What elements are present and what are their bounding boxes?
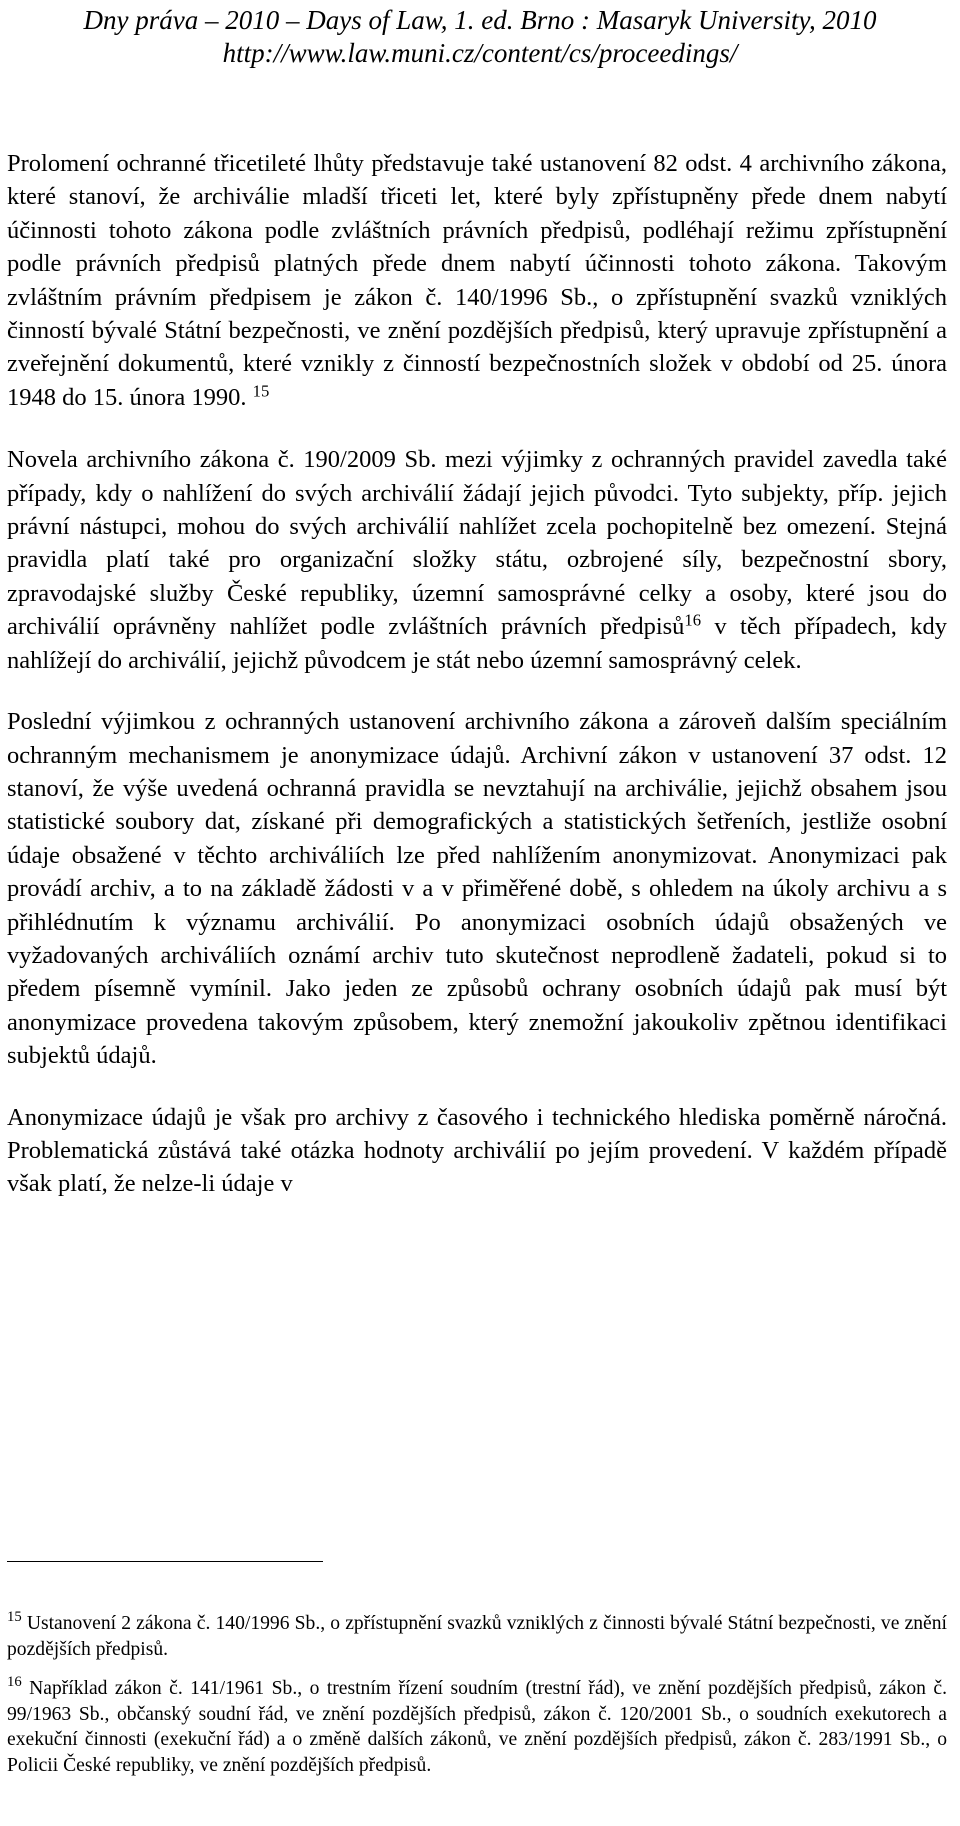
footnote-ref-16: 16 [684, 610, 702, 630]
footnote-number: 15 [7, 1608, 22, 1625]
paragraph-2-text-before: Novela archivního zákona č. 190/2009 Sb. mezi výjimky z ochranných pravidel zavedla také případy, kdy o nahlížení do svých archiválií žádají jejich původci. Tyto subjekty, příp. jejich právní nástupci, mohou do svých archiválií nahlížet zcela pochopitelně bez omezení. Stejná pravidla platí také pro organizační složky státu, ozbrojené síly, bezpečnostní sbory, zpravodajské služby České republiky, územní samosprávné celky a osoby, které jsou do archiválií oprávněny nahlížet podle zvláštních právních předpisů [7, 446, 947, 641]
paragraph-4: Anonymizace údajů je však pro archivy z časového i technického hlediska poměrně náročná. Problematická zůstává také otázka hodnoty archiválií po jejím provedení. V každém případě však platí, že nelze-li údaje v [7, 1103, 947, 1198]
header-citation: Dny práva – 2010 – Days of Law, 1. ed. Brno : Masaryk University, 2010 [83, 5, 877, 35]
footnote-separator [7, 1561, 323, 1562]
footnote-15 [7, 1608, 947, 1662]
header-url: http://www.law.muni.cz/content/cs/proceedings/ [222, 38, 738, 68]
footnote-ref-15: 15 [252, 381, 270, 401]
main-text [7, 147, 947, 1230]
footnote-text: Ustanovení 2 zákona č. 140/1996 Sb., o zpřístupnění svazků vzniklých z činnosti bývalé Státní bezpečnosti, ve znění pozdějších předpisů. [7, 1613, 947, 1660]
page-header [0, 4, 960, 70]
footnote-text: Například zákon č. 141/1961 Sb., o trestním řízení soudním (trestní řád), ve znění pozdějších předpisů, zákon č. 99/1963 Sb., občanský soudní řád, ve znění pozdějších předpisů, zákon č. 120/2001 Sb., o soudních exekutorech a exekuční činnosti (exekuční řád) a o změně dalších zákonů, ve znění pozdějších předpisů, zákon č. 283/1991 Sb., o Policii České republiky, ve znění pozdějších předpisů. [7, 1678, 947, 1776]
footnote-number: 16 [7, 1674, 22, 1691]
paragraph-3: Poslední výjimkou z ochranných ustanovení archivního zákona a zároveň dalším speciálním ochranným mechanismem je anonymizace údajů. Archivní zákon v ustanovení 37 odst. 12 stanoví, že výše uvedená ochranná pravidla se nevztahují na archiválie, jejichž obsahem jsou statistické soubory dat, získané při demografických a statistických šetřeních, jestliže osobní údaje obsažené v těchto archiváliích lze před nahlížením anonymizovat. Anonymizaci pak provádí archiv, a to na základě žádosti v a v přiměřené době, s ohledem na úkoly archivu a s přihlédnutím k významu archiválií. Po anonymizaci osobních údajů obsažených ve vyžadovaných archiváliích oznámí archiv tuto skutečnost neprodleně žadateli, pokud si to předem písemně vymínil. Jako jeden ze způsobů ochrany osobních údajů pak musí být anonymizace provedena takovým způsobem, který znemožní jakoukoliv zpětnou identifikaci subjektů údajů. [7, 708, 947, 1070]
paragraph-2-text-after: v těch případech, kdy nahlížejí do archiválií, jejichž původcem je stát nebo územní samosprávný celek. [7, 613, 947, 674]
paragraph-1-text: Prolomení ochranné třicetileté lhůty představuje také ustanovení 82 odst. 4 archivního zákona, které stanoví, že archiválie mladší třiceti let, které byly zpřístupněny přede dnem nabytí účinnosti tohoto zákona podle zvláštních právních předpisů, podléhají režimu zpřístupnění podle právních předpisů platných přede dnem nabytí účinnosti tohoto zákona. Takovým zvláštním právním předpisem je zákon č. 140/1996 Sb., o zpřístupnění svazků vzniklých činností bývalé Státní bezpečnosti, ve znění pozdějších předpisů, který upravuje zpřístupnění a zveřejnění dokumentů, které vznikly z činností bezpečnostních složek v období od 25. února 1948 do 15. února 1990. [7, 150, 947, 411]
footnotes [7, 1608, 947, 1793]
footnote-16 [7, 1676, 947, 1778]
paragraph-2 [7, 443, 947, 677]
paragraph-1 [7, 147, 947, 414]
